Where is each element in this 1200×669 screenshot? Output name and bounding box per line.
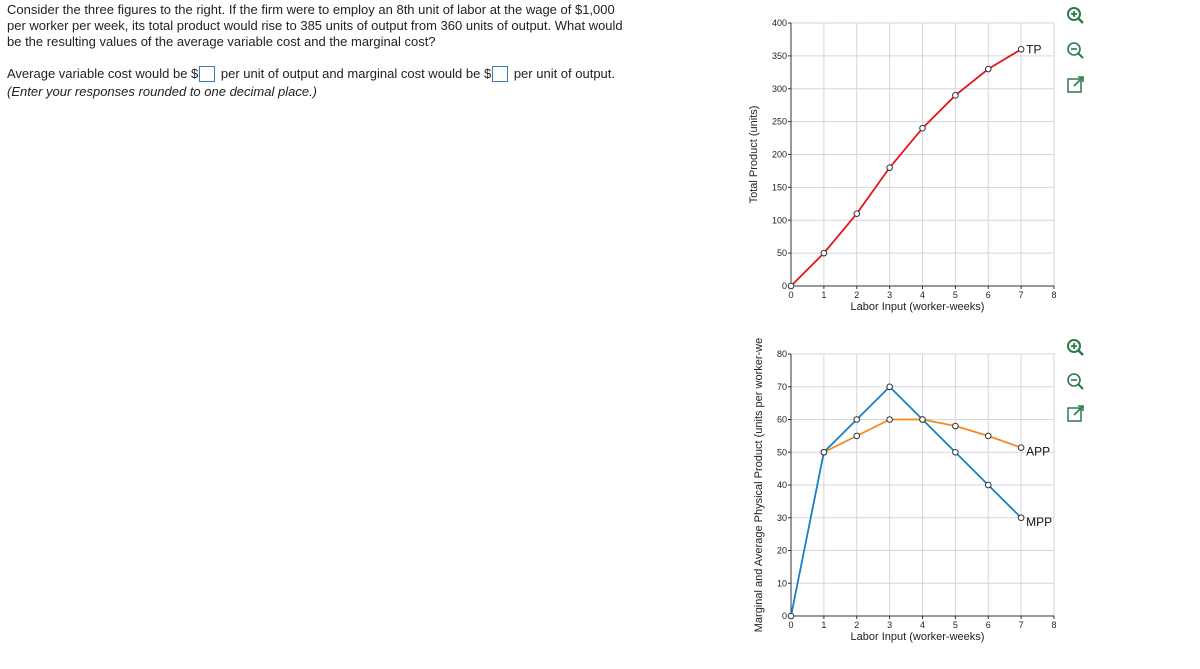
zoom-out-icon[interactable] — [1065, 371, 1087, 393]
series-label-app: APP — [1026, 444, 1051, 459]
data-point-mpp — [887, 384, 893, 390]
expand-icon[interactable] — [1065, 403, 1087, 425]
y-axis-label: Marginal and Average Physical Product (units per worker-we — [753, 337, 765, 633]
x-tick-label: 4 — [919, 620, 926, 630]
data-point-app — [854, 433, 860, 439]
x-tick-label: 3 — [887, 290, 893, 300]
x-axis-label: Labor Input (worker-weeks) — [850, 631, 985, 643]
data-point-mpp — [854, 417, 860, 423]
series-label-tp: TP — [1026, 42, 1042, 57]
data-point-tp — [821, 250, 827, 256]
x-tick-label: 1 — [821, 620, 827, 630]
y-tick-label: 200 — [771, 149, 787, 160]
y-tick-label: 0 — [781, 611, 787, 621]
y-tick-label: 10 — [776, 578, 787, 589]
x-tick-label: 6 — [985, 290, 991, 300]
answer-text-3: per unit of output. — [513, 66, 616, 81]
x-axis-label: Labor Input (worker-weeks) — [850, 301, 985, 313]
data-point-app — [821, 449, 827, 455]
y-axis-label: Total Product (units) — [748, 105, 760, 204]
x-tick-label: 2 — [854, 290, 860, 300]
physical-product-chart — [740, 336, 1070, 664]
data-point-app — [920, 417, 926, 423]
expand-icon[interactable] — [1065, 74, 1087, 96]
x-tick-label: 1 — [821, 290, 827, 300]
x-tick-label: 0 — [788, 620, 794, 630]
x-tick-label: 2 — [854, 620, 860, 630]
series-label-mpp: MPP — [1026, 514, 1053, 529]
y-tick-label: 0 — [781, 281, 787, 291]
y-tick-label: 50 — [776, 248, 787, 259]
x-tick-label: 7 — [1018, 290, 1024, 300]
data-point-mpp — [985, 482, 991, 488]
y-tick-label: 300 — [771, 83, 787, 94]
x-tick-label: 5 — [952, 620, 958, 630]
x-tick-label: 4 — [919, 290, 926, 300]
data-point-app — [953, 423, 959, 429]
y-tick-label: 150 — [771, 182, 787, 193]
data-point-app — [1018, 445, 1024, 451]
question-text — [7, 2, 627, 50]
answer-text-1: Average variable cost would be $ — [7, 66, 199, 81]
answer-text-2: per unit of output and marginal cost would be $ — [220, 66, 492, 81]
question-line: per worker per week, its total product would rise to 385 units of output from 360 units of output. What would — [7, 18, 623, 33]
y-tick-label: 40 — [776, 480, 787, 490]
total-product-svg — [740, 14, 1070, 320]
y-tick-label: 400 — [771, 18, 787, 28]
y-tick-label: 60 — [776, 414, 787, 425]
y-tick-label: 80 — [776, 349, 787, 359]
hint-text: (Enter your responses rounded to one decimal place.) — [7, 84, 318, 99]
physical-product-svg — [740, 336, 1070, 664]
x-tick-label: 5 — [952, 290, 958, 300]
zoom-out-icon[interactable] — [1065, 40, 1087, 62]
data-point-mpp — [788, 613, 794, 619]
x-tick-label: 6 — [985, 620, 991, 630]
data-point-mpp — [1018, 515, 1024, 521]
zoom-in-icon[interactable] — [1065, 337, 1087, 359]
y-tick-label: 20 — [776, 545, 787, 556]
y-tick-label: 70 — [776, 381, 787, 392]
x-tick-label: 8 — [1051, 620, 1057, 630]
x-tick-label: 3 — [887, 620, 893, 630]
question-line: Consider the three figures to the right. If the firm were to employ an 8th unit of labor at the wage of $1,000 — [7, 2, 615, 17]
data-point-mpp — [953, 449, 959, 455]
data-point-tp — [953, 93, 959, 99]
y-tick-label: 30 — [776, 512, 787, 523]
y-tick-label: 250 — [771, 116, 787, 127]
y-tick-label: 50 — [776, 447, 787, 458]
avc-input[interactable] — [199, 66, 215, 82]
data-point-app — [887, 417, 893, 423]
data-point-tp — [854, 211, 860, 217]
data-point-tp — [887, 165, 893, 171]
x-tick-label: 7 — [1018, 620, 1024, 630]
data-point-tp — [788, 283, 794, 289]
answer-sentence — [7, 66, 615, 82]
y-tick-label: 100 — [771, 215, 787, 226]
data-point-tp — [920, 125, 926, 131]
zoom-in-icon[interactable] — [1065, 5, 1087, 27]
mc-input[interactable] — [492, 66, 508, 82]
question-line: be the resulting values of the average variable cost and the marginal cost? — [7, 34, 436, 49]
total-product-chart — [740, 14, 1070, 320]
data-point-tp — [1018, 47, 1024, 53]
x-tick-label: 0 — [788, 290, 794, 300]
x-tick-label: 8 — [1051, 290, 1057, 300]
data-point-tp — [985, 66, 991, 72]
data-point-app — [985, 433, 991, 439]
y-tick-label: 350 — [771, 50, 787, 61]
